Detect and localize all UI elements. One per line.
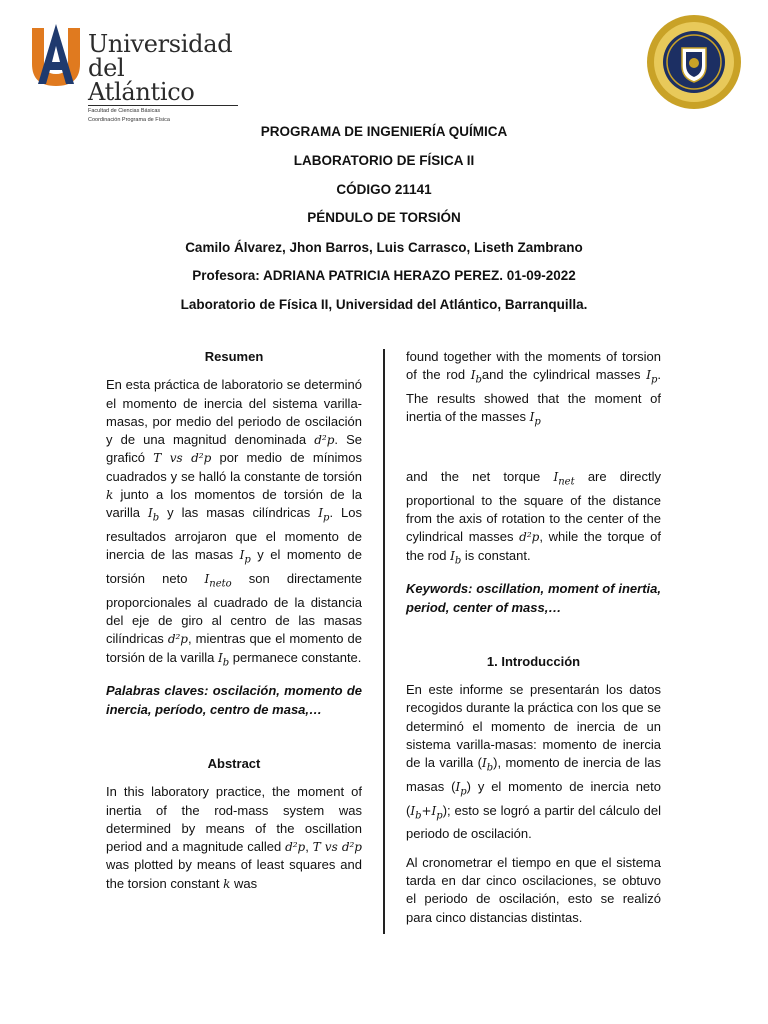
- program-title: PROGRAMA DE INGENIERÍA QUÍMICA: [260, 124, 508, 139]
- resumen-body: En esta práctica de laboratorio se determinó el momento de inercia del sistema varilla-masas, por medio del periodo de oscilación y de una magnitud denominada d²p. Se graficó T vs d²p por medio de mínimos cuadrados y se halló la constante de torsión k junto a los momentos de torsión de la varilla $I_b$ y las masas cilíndricas $I_p$. Los resultados arrojaron que el momento de inercia de las masas $I_p$ y el momento de torsión neto $I_{neto}$ son directamente proporcionales al cuadrado de la distancia del eje de giro al centro de las masas cilíndricas d²p, mientras que el momento de torsión de la varilla $I_b$ permanece constante.: [106, 377, 363, 669]
- right-column: [406, 348, 661, 927]
- university-name-line2: del Atlántico: [88, 56, 238, 106]
- left-column: [106, 348, 362, 893]
- abstract-keywords: Keywords: oscillation, moment of inertia, period, center of mass,…: [406, 581, 661, 615]
- abstract-body-part2: found together with the moments of torsion of the rod $I_band$ the cylindrical masses $I_p$. The results showed that the moment of inertia of the masses $I_p$: [406, 349, 661, 428]
- course-code: CÓDIGO 21141: [336, 182, 432, 197]
- university-coordination: Coordinación Programa de Física: [88, 117, 170, 123]
- abstract-body-part3: and the net torque $I_{net}$ are directly proportional to the square of the distance from the axis of rotation to the center of the cylindrical masses d²p, while the torque of the rod $I_b$ is constant.: [406, 468, 661, 566]
- introduction-paragraph-2: Al cronometrar el tiempo en que el sistema tarda en dar cinco oscilaciones, se obtuvo el periodo de oscilación, esto se realizó para cinco distancias distintas.: [406, 854, 661, 925]
- university-del-atlantico-logo-icon: [28, 22, 84, 88]
- affiliation: Laboratorio de Física II, Universidad del Atlántico, Barranquilla.: [180, 297, 588, 312]
- accreditation-seal-icon: [646, 14, 742, 110]
- university-faculty: Facultad de Ciencias Básicas: [88, 108, 161, 114]
- resumen-keywords: Palabras claves: oscilación, momento de inercia, período, centro de masa,…: [106, 683, 362, 717]
- introduction-title: 1. Introducción: [486, 653, 581, 669]
- professor-date: Profesora: ADRIANA PATRICIA HERAZO PEREZ. 01-09-2022: [192, 268, 576, 283]
- column-divider: [383, 349, 385, 934]
- abstract-title: Abstract: [207, 755, 261, 771]
- university-logo: [28, 22, 233, 123]
- resumen-title: Resumen: [204, 349, 264, 364]
- abstract-body-part1: In this laboratory practice, the moment of inertia of the rod-mass system was determined by means of the oscillation period and a magnitude called d²p, T vs d²p was plotted by means of least squares and the torsion constant k was: [106, 784, 362, 891]
- lab-title: LABORATORIO DE FÍSICA II: [293, 153, 475, 168]
- paper-title: PÉNDULO DE TORSIÓN: [307, 210, 461, 225]
- authors: Camilo Álvarez, Jhon Barros, Luis Carrasco, Liseth Zambrano: [185, 240, 583, 255]
- introduction-paragraph-1: En este informe se presentarán los datos recogidos durante la práctica con los que se determinó el momento de inercia de un sistema varilla-masas: momento de inercia de la varilla $(I_b)$, momento de inercia de las masas $(I_p)$ y el momento de inercia neto $(I_b+I_p)$; esto se logró a partir del cálculo del periodo de oscilación.: [406, 682, 661, 842]
- university-name-line1: Universidad: [88, 30, 233, 58]
